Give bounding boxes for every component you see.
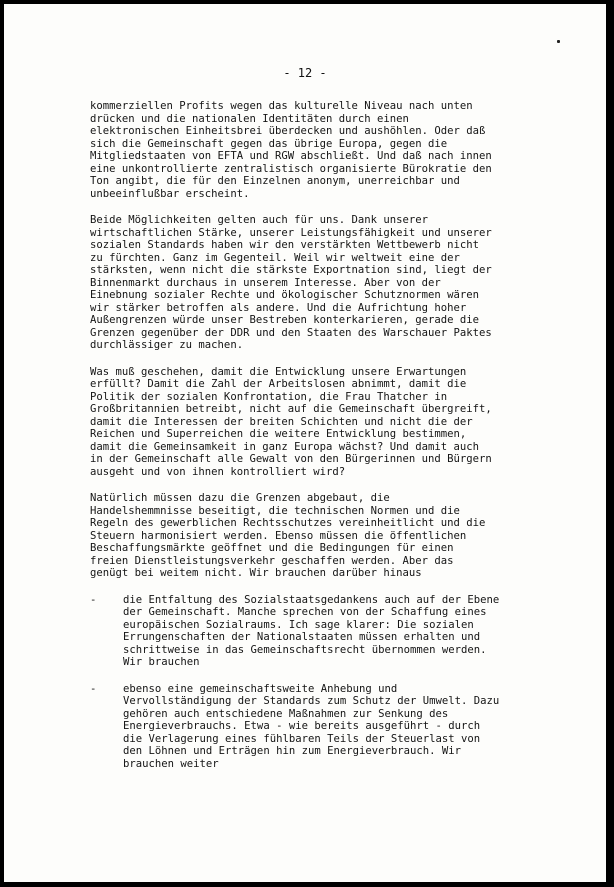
bullet-dash: - bbox=[90, 682, 97, 695]
document-page bbox=[4, 4, 606, 882]
bullet-text: die Entfaltung des Sozialstaatsgedankens auch auf der Ebene der Gemeinschaft. Manche sprechen von der Schaffung eines europäischen Sozialraums. Ich sage klarer: Die sozialen Errungenschaften der Nationalstaaten müssen erhalten und schrittweise in das Gemeinschaftsrecht übernommen werden. Wir brauchen bbox=[123, 593, 500, 668]
page-number: - 12 - bbox=[283, 66, 327, 80]
paragraph-3: Was muß geschehen, damit die Entwicklung unsere Erwartungen erfüllt? Damit die Zahl der Arbeitslosen abnimmt, damit die Politik der sozialen Konfrontation, die Frau Thatcher in Großbritannien betreibt, nicht auf die Gemeinschaft übergreift, damit die Interessen der breiten Schichten und nicht die der Reichen und Superreichen die weitere Entwicklung bestimmen, damit die Gemeinsamkeit in ganz Europa wächst? Und damit auch in der Gemeinschaft alle Gewalt von den Bürgerinnen und Bürgern ausgeht und von ihnen kontrolliert wird? bbox=[90, 365, 492, 478]
paragraph-1: kommerziellen Profits wegen das kulturelle Niveau nach unten drücken und die nationalen Identitäten durch einen elektronischen Einheitsbrei überdecken und aushöhlen. Oder daß sich die Gemeinschaft gegen das übrige Europa, gegen die Mitgliedstaaten von EFTA und RGW abschließt. Und daß nach innen eine unkontrollierte zentralistisch organisierte Bürokratie den Ton angibt, die für den Einzelnen anonym, unerreichbar und unbeeinflußbar erscheint. bbox=[90, 100, 492, 200]
document-body bbox=[90, 100, 560, 784]
bullet-item-1 bbox=[90, 594, 560, 669]
bullet-text: ebenso eine gemeinschaftsweite Anhebung und Vervollständigung der Standards zum Schutz der Umwelt. Dazu gehören auch entschiedene Maßnahmen zur Senkung des Energieverbrauchs. Etwa - wie bereits ausgeführt - durch die Verlagerung eines fühlbaren Teils der Steuerlast von den Löhnen und Erträgen hin zum Energieverbrauch. Wir brauchen weiter bbox=[123, 682, 500, 770]
scan-speck bbox=[557, 40, 560, 43]
bullet-item-2 bbox=[90, 683, 560, 771]
paragraph-2: Beide Möglichkeiten gelten auch für uns. Dank unserer wirtschaftlichen Stärke, unserer Leistungsfähigkeit und unserer sozialen Standards haben wir den verstärkten Wettbewerb nicht zu fürchten. Ganz im Gegenteil. Weil wir weltweit eine der stärksten, wenn nicht die stärkste Exportnation sind, liegt der Binnenmarkt durchaus in unserem Interesse. Aber von der Einebnung sozialer Rechte und ökologischer Schutznormen wären wir stärker betroffen als andere. Und die Aufrichtung hoher Außengrenzen würde unser Bestreben konterkarieren, gerade die Grenzen gegenüber der DDR und den Staaten des Warschauer Paktes durchlässiger zu machen. bbox=[90, 214, 492, 351]
paragraph-4: Natürlich müssen dazu die Grenzen abgebaut, die Handelshemmnisse beseitigt, die technischen Normen und die Regeln des gewerblichen Rechtsschutzes vereinheitlicht und die Steuern harmonisiert werden. Ebenso müssen die öffentlichen Beschaffungsmärkte geöffnet und die Bedingungen für einen freien Dienstleistungsverkehr geschaffen werden. Aber das genügt bei weitem nicht. Wir brauchen darüber hinaus bbox=[90, 492, 486, 579]
bullet-dash: - bbox=[90, 593, 97, 606]
